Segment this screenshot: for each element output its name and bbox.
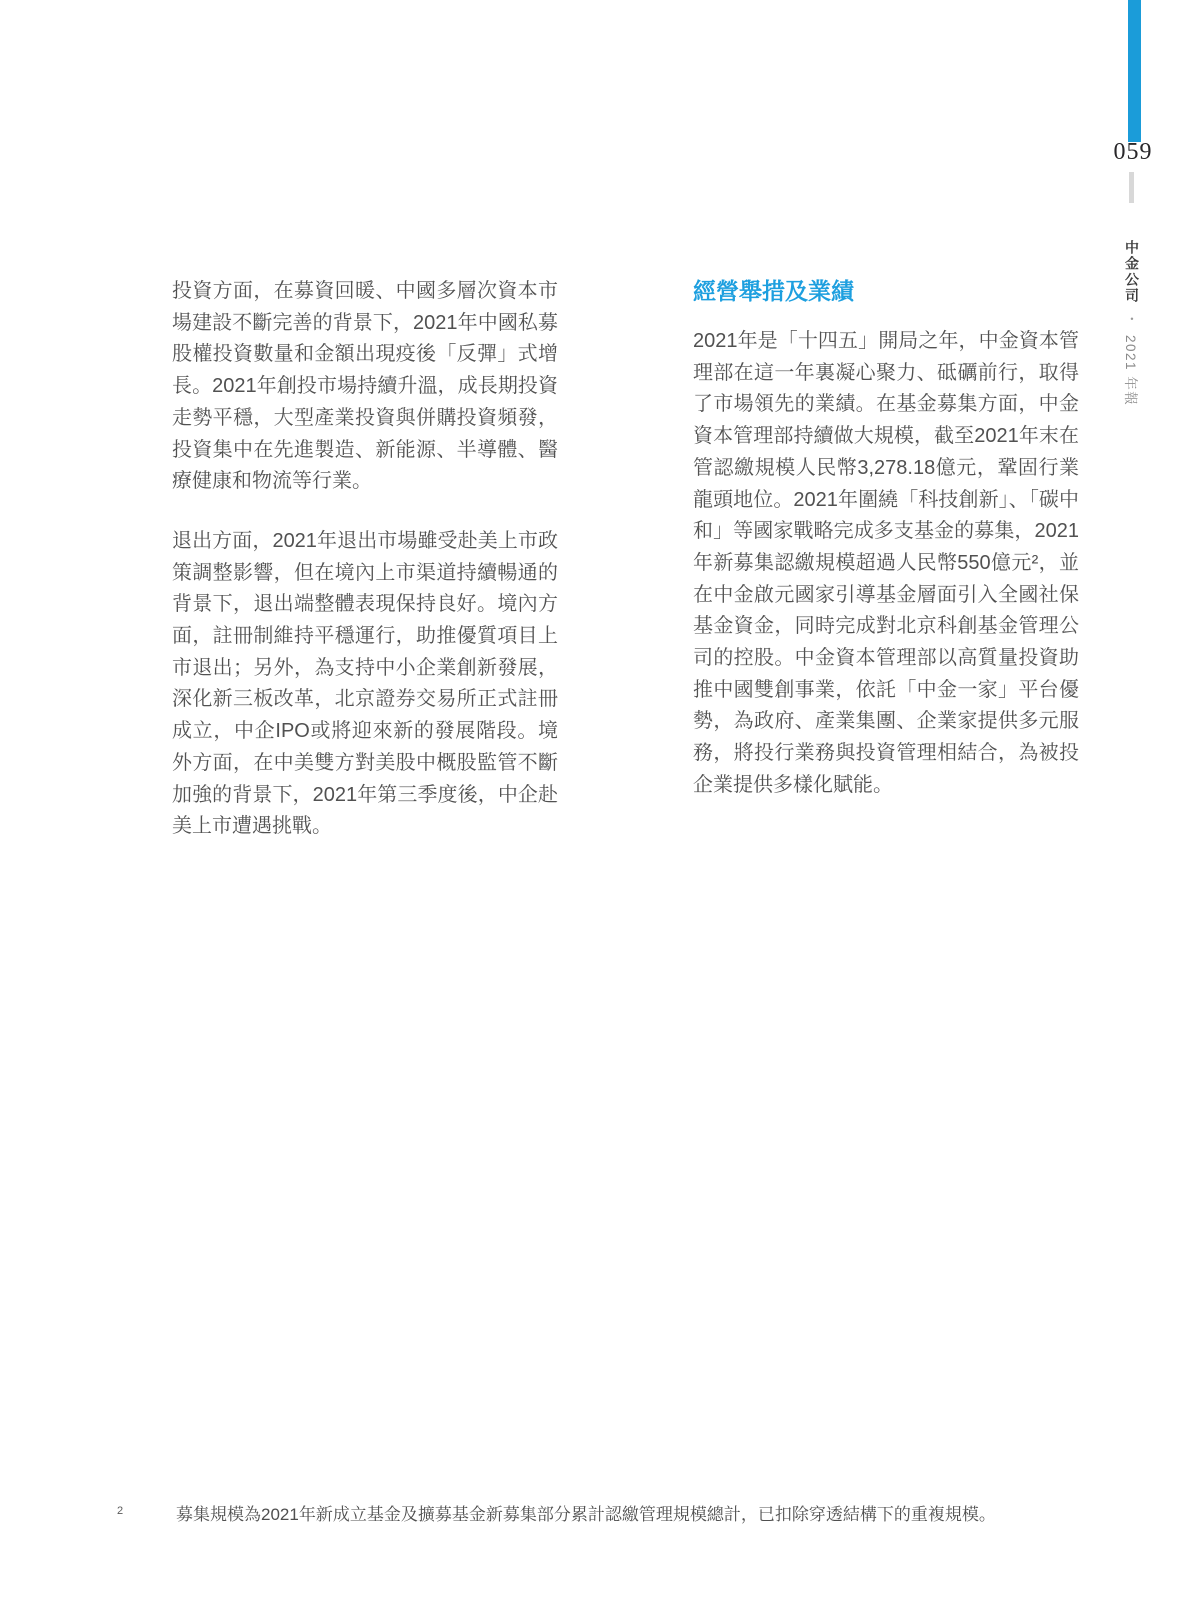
right-column [693,277,1079,802]
left-column [172,276,558,843]
footnote-marker: 2 [117,1505,124,1517]
page-number: 059 [1113,139,1153,165]
report-title: 2021 年報 [1123,335,1138,407]
paragraph-operations: 2021年是「十四五」開局之年，中金資本管理部在這一年裏凝心聚力、砥礪前行，取得了市場領先的業績。在基金募集方面，中金資本管理部持續做大規模，截至2021年末在管認繳規模人民幣3,278.18億元，鞏固行業龍頭地位。2021年圍繞「科技創新」、「碳中和」等國家戰略完成多支基金的募集，2021年新募集認繳規模超過人民幣550億元²，並在中金啟元國家引導基金層面引入全國社保基金資金，同時完成對北京科創基金管理公司的控股。中金資本管理部以高質量投資助推中國雙創事業，依託「中金一家」平台優勢，為政府、產業集團、企業家提供多元服務，將投行業務與投資管理相結合，為被投企業提供多樣化賦能。 [693,330,1079,796]
paragraph-exit: 退出方面，2021年退出市場雖受赴美上市政策調整影響，但在境內上市渠道持續暢通的背景下，退出端整體表現保持良好。境內方面，註冊制維持平穩運行，助推優質項目上市退出；另外，為支持中小企業創新發展，深化新三板改革，北京證券交易所正式註冊成立，中企IPO或將迎來新的發展階段。境外方面，在中美雙方對美股中概股監管不斷加強的背景下，2021年第三季度後，中企赴美上市遭遇挑戰。 [172,529,558,838]
sidebar-meta [1118,240,1146,406]
separator-dot-icon: • [1130,314,1134,324]
accent-bar [1128,0,1141,142]
section-heading: 經營舉措及業績 [693,278,854,304]
paragraph-investment: 投資方面，在募資回暖、中國多層次資本市場建設不斷完善的背景下，2021年中國私募股權投資數量和金額出現疫後「反彈」式增長。2021年創投市場持續升溫，成長期投資走勢平穩，大型產業投資與併購投資頻發，投資集中在先進製造、新能源、半導體、醫療健康和物流等行業。 [172,280,558,493]
footnote [117,1503,1077,1527]
footnote-text: 募集規模為2021年新成立基金及擴募基金新募集部分累計認繳管理規模總計，已扣除穿透結構下的重複規模。 [176,1505,996,1524]
company-name: 中金公司 [1124,240,1140,304]
page-number-rule [1129,172,1134,203]
